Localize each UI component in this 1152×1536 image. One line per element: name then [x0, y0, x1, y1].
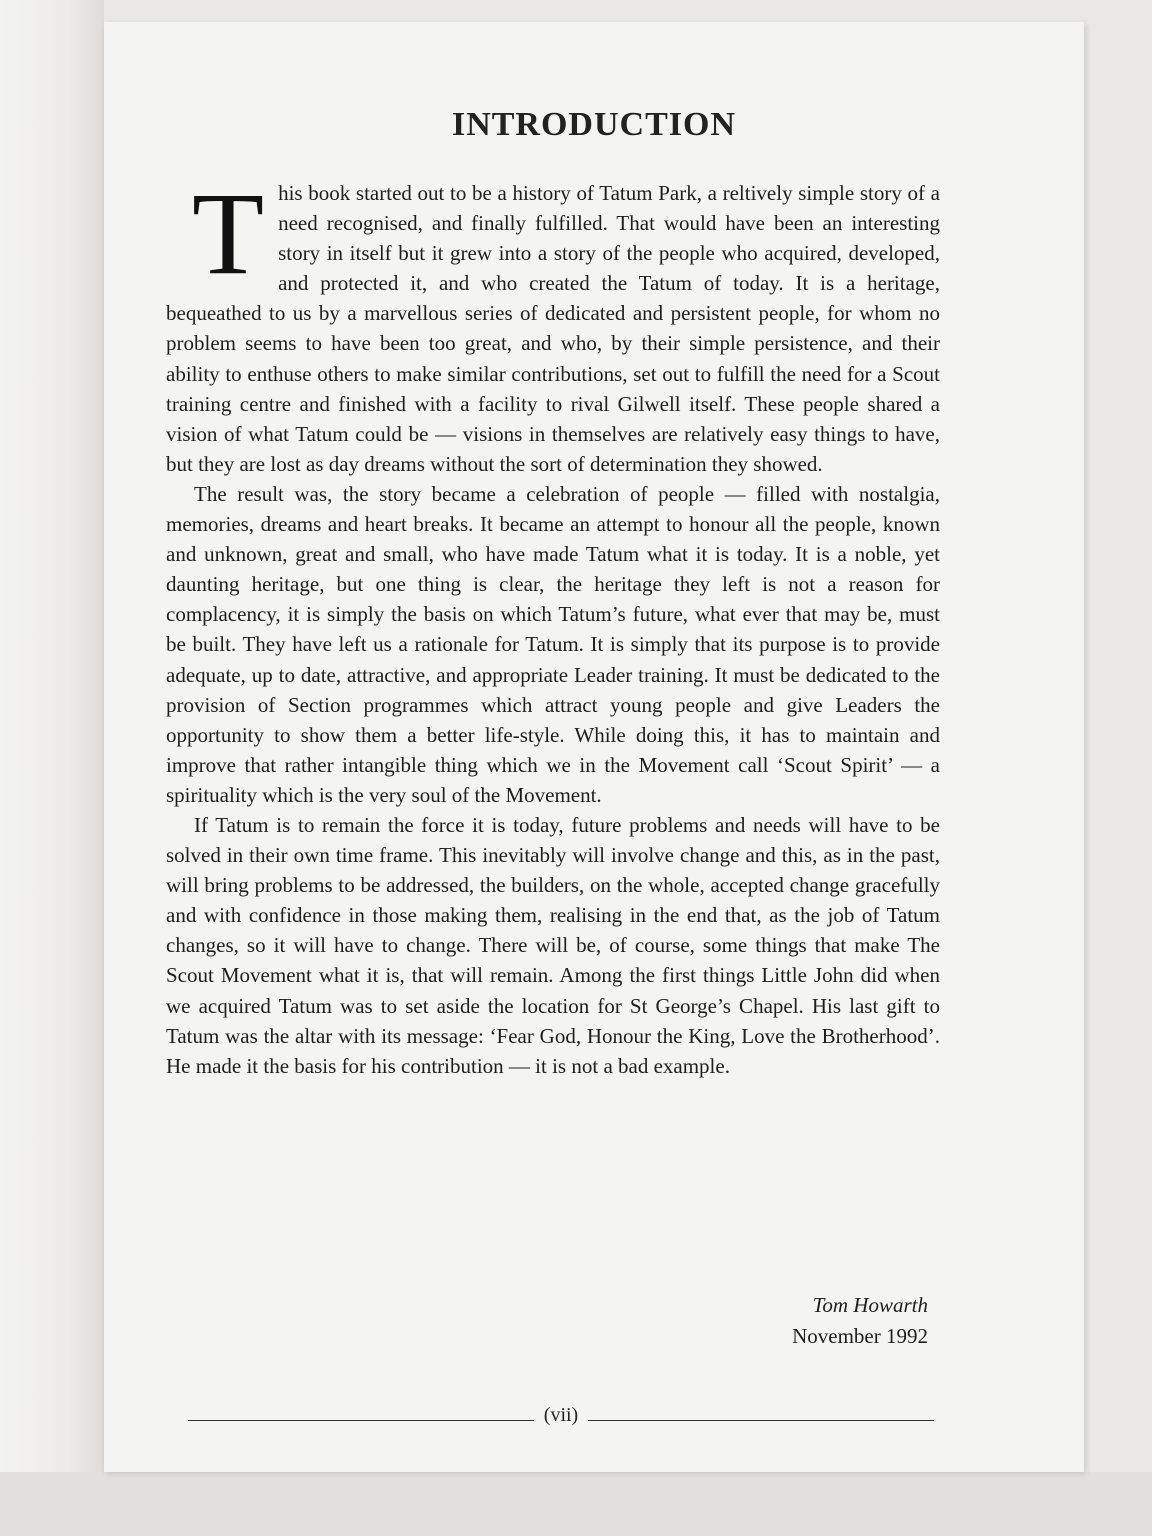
- page-number: (vii): [543, 1403, 579, 1426]
- author-name: Tom Howarth: [812, 1293, 928, 1317]
- introduction-body: [166, 168, 940, 1081]
- footer-rule-right: [588, 1420, 934, 1421]
- page-title: INTRODUCTION: [451, 106, 737, 143]
- drop-cap-letter: T: [192, 168, 265, 299]
- facing-page-edge: [0, 0, 104, 1536]
- background-surface: [0, 1472, 1152, 1536]
- signature-date: November 1992: [792, 1324, 928, 1348]
- signature-block: [792, 1290, 928, 1352]
- book-page: [104, 22, 1084, 1472]
- page-footer: [188, 1400, 934, 1430]
- paragraph-3: If Tatum is to remain the force it is today, future problems and needs will have to be solved in their own time frame. This inevitably will involve change and this, as in the past, will bring problems to be addressed, the builders, on the whole, accepted change gracefully and with confidence in those making them, realising in the end that, as the job of Tatum changes, so it will have to change. There will be, of course, some things that make The Scout Movement what it is, that will remain. Among the first things Little John did when we acquired Tatum was to set aside the location for St George’s Chapel. His last gift to Tatum was the altar with its message: ‘Fear God, Honour the King, Love the Brotherhood’. He made it the basis for his contribution — it is not a bad example.: [166, 812, 940, 1078]
- paragraph-1-text: his book started out to be a history of Tatum Park, a reltively simple story of a need recognised, and finally fulfilled. That would have been an interesting story in itself but it grew into a story of the people who acquired, developed, and protected it, and who created the Tatum of today. It is a heritage, bequeathed to us by a marvellous series of dedicated and persistent people, for whom no problem seems to have been too great, and who, by their simple persistence, and their ability to enthuse others to make similar contributions, set out to fulfill the need for a Scout training centre and finished with a facility to rival Gilwell itself. These people shared a vision of what Tatum could be — visions in themselves are relatively easy things to have, but they are lost as day dreams without the sort of determination they showed.: [166, 181, 940, 476]
- paragraph-2: The result was, the story became a celebration of people — filled with nostalgia, memories, dreams and heart breaks. It became an attempt to honour all the people, known and unknown, great and small, who have made Tatum what it is today. It is a noble, yet daunting heritage, but one thing is clear, the heritage they left is not a reason for complacency, it is simply the basis on which Tatum’s future, what ever that may be, must be built. They have left us a rationale for Tatum. It is simply that its purpose is to provide adequate, up to date, attractive, and appropriate Leader training. It must be dedicated to the provision of Section programmes which attract young people and give Leaders the opportunity to show them a better life-style. While doing this, it has to maintain and improve that rather intangible thing which we in the Movement call ‘Scout Spirit’ — a spirituality which is the very soul of the Movement.: [166, 481, 940, 807]
- footer-rule-left: [188, 1420, 534, 1421]
- paragraph-1: [166, 168, 940, 479]
